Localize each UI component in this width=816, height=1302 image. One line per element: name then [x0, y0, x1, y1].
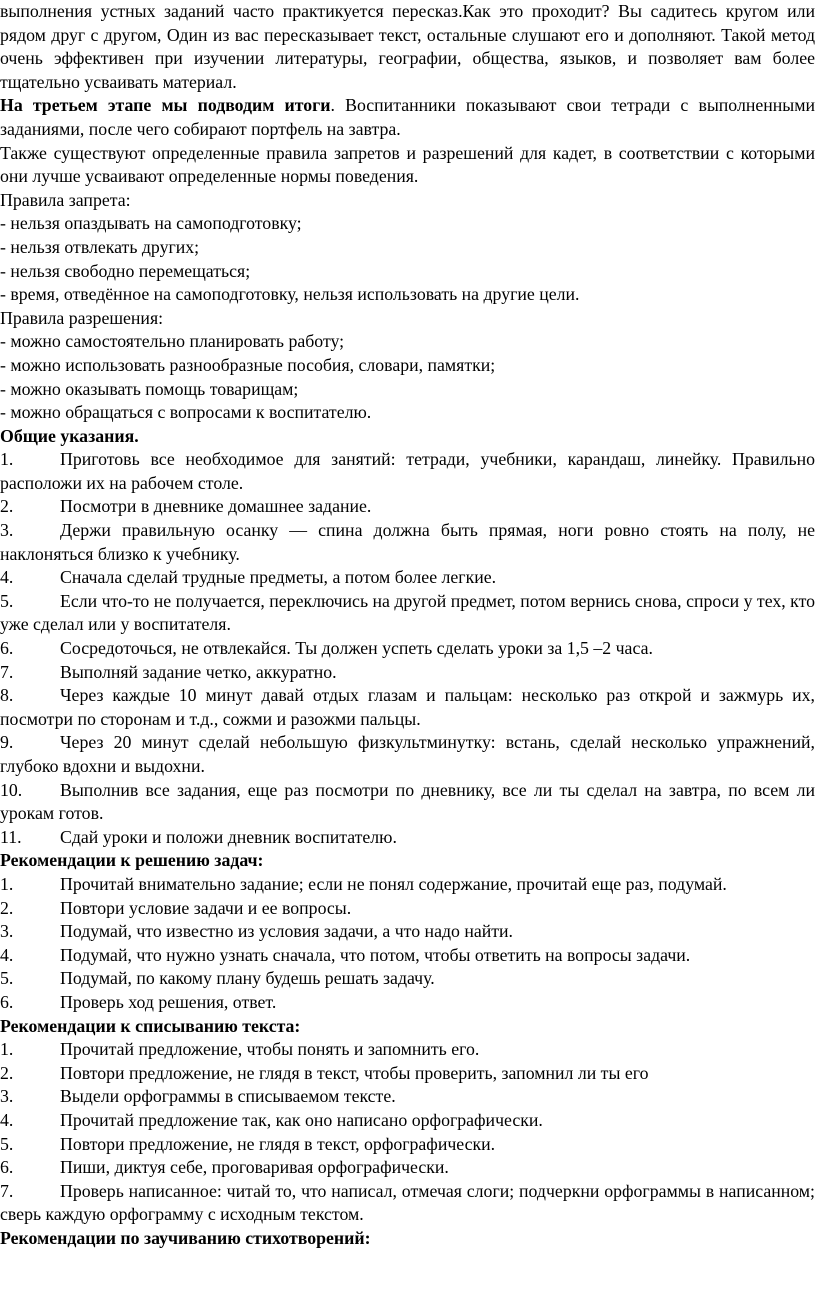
list-item [0, 1085, 815, 1109]
list-item-number: 1. [0, 449, 14, 470]
prohibition-title: Правила запрета: [0, 189, 131, 210]
poems-heading: Рекомендации по заучиванию стихотворений: [0, 1227, 371, 1248]
permission-title: Правила разрешения: [0, 307, 164, 328]
tasks-heading: Рекомендации к решению задач: [0, 850, 264, 871]
list-item [0, 637, 815, 661]
list-item-text: Подумай, по какому плану будешь решать задачу. [60, 968, 435, 989]
list-item-text: Если что-то не получается, переключись на другой предмет, потом вернись снова, спроси у тех, кто уже сделал или у воспитателя. [0, 590, 815, 635]
list-item [0, 519, 815, 566]
list-item-number: 6. [0, 991, 14, 1012]
list-item-number: 7. [0, 1180, 14, 1201]
list-item-number: 9. [0, 732, 14, 753]
list-item-number: 11. [0, 826, 22, 847]
list-item-text: Проверь написанное: читай то, что написал, отмечая слоги; подчеркни орфограммы в написанном; сверь каждую орфограмму с исходным текстом. [0, 1180, 815, 1225]
general-list [0, 448, 815, 849]
prohibition-item: - время, отведённое на самоподготовку, нельзя использовать на другие цели. [0, 284, 580, 305]
list-item [0, 684, 815, 731]
permission-item: - можно использовать разнообразные пособия, словари, памятки; [0, 354, 496, 375]
copying-list [0, 1038, 815, 1227]
list-item-text: Прочитай предложение так, как оно написано орфографически. [60, 1109, 543, 1130]
list-item [0, 944, 815, 968]
list-item-text: Приготовь все необходимое для занятий: тетради, учебники, карандаш, линейку. Правильно расположи их на рабочем столе. [0, 449, 815, 493]
list-item [0, 920, 815, 944]
list-item-text: Пиши, диктуя себе, проговаривая орфографически. [60, 1157, 449, 1178]
list-item-text: Сосредоточься, не отвлекайся. Ты должен успеть сделать уроки за 1,5 –2 часа. [60, 638, 653, 659]
list-item-text: Повтори предложение, не глядя в текст, орфографически. [60, 1133, 496, 1154]
list-item-number: 3. [0, 1086, 14, 1107]
permission-item: - можно самостоятельно планировать работу; [0, 331, 345, 352]
list-item [0, 1156, 815, 1180]
list-item-number: 8. [0, 685, 14, 706]
list-item [0, 448, 815, 495]
list-item-number: 3. [0, 520, 14, 541]
list-item-text: Подумай, что известно из условия задачи, а что надо найти. [60, 921, 514, 942]
list-item [0, 1062, 815, 1086]
general-heading: Общие указания. [0, 425, 139, 446]
list-item [0, 779, 815, 826]
list-item-number: 2. [0, 496, 14, 517]
permission-item: - можно оказывать помощь товарищам; [0, 378, 299, 399]
list-item-number: 6. [0, 1157, 14, 1178]
list-item-number: 4. [0, 1109, 14, 1130]
list-item-text: Посмотри в дневнике домашнее задание. [60, 496, 372, 517]
list-item-text: Сначала сделай трудные предметы, а потом более легкие. [60, 567, 497, 588]
list-item-number: 6. [0, 638, 14, 659]
list-item-number: 1. [0, 1039, 14, 1060]
list-item-number: 1. [0, 873, 14, 894]
list-item-number: 7. [0, 661, 14, 682]
list-item [0, 731, 815, 778]
stage3-paragraph [0, 94, 815, 141]
list-item-text: Через каждые 10 минут давай отдых глазам и пальцам: несколько раз открой и зажмурь их, посмотри по сторонам и т.д., сожми и разожми пальцы. [0, 685, 815, 729]
list-item-text: Повтори условие задачи и ее вопросы. [60, 897, 352, 918]
list-item-text: Прочитай внимательно задание; если не понял содержание, прочитай еще раз, подумай. [60, 873, 727, 894]
rules-intro-paragraph: Также существуют определенные правила запретов и разрешений для кадет, в соответствии с которыми они лучше усваивают определенные нормы поведения. [0, 142, 815, 187]
list-item-text: Выполняй задание четко, аккуратно. [60, 661, 337, 682]
list-item-number: 5. [0, 590, 14, 611]
list-item [0, 590, 815, 637]
list-item-text: Выдели орфограммы в списываемом тексте. [60, 1086, 396, 1107]
list-item-text: Прочитай предложение, чтобы понять и запомнить его. [60, 1039, 480, 1060]
copying-heading: Рекомендации к списыванию текста: [0, 1015, 301, 1036]
prohibition-item: - нельзя отвлекать других; [0, 236, 200, 257]
list-item-text: Подумай, что нужно узнать сначала, что потом, чтобы ответить на вопросы задачи. [60, 944, 691, 965]
list-item-number: 4. [0, 944, 14, 965]
list-item [0, 897, 815, 921]
list-item [0, 873, 815, 897]
intro-paragraph: выполнения устных заданий часто практикуется пересказ.Как это проходит? Вы садитесь кругом или рядом друг с другом, Один из вас пересказывает текст, остальные слушают его и дополняют. Такой метод очень эффективен при изучении литературы, географии, общества, языков, и позволяет вам более тщательно усваивать материал. [0, 1, 815, 92]
list-item-text: Держи правильную осанку — спина должна быть прямая, ноги ровно стоять на полу, не наклоняться близко к учебнику. [0, 520, 815, 564]
list-item-number: 3. [0, 921, 14, 942]
list-item [0, 1109, 815, 1133]
list-item [0, 566, 815, 590]
list-item [0, 1038, 815, 1062]
list-item-number: 10. [0, 779, 23, 800]
list-item-text: Через 20 минут сделай небольшую физкультминутку: встань, сделай несколько упражнений, глубоко вдохни и выдохни. [0, 732, 815, 776]
list-item-number: 2. [0, 1062, 14, 1083]
prohibition-item: - нельзя опаздывать на самоподготовку; [0, 213, 302, 234]
list-item [0, 991, 815, 1015]
stage3-heading: На третьем этапе мы подводим итоги [0, 95, 331, 116]
prohibition-item: - нельзя свободно перемещаться; [0, 260, 251, 281]
stage3-text: . Воспитанники показывают свои тетради с выполненными заданиями, после чего собирают портфель на завтра. [0, 95, 815, 139]
list-item-number: 5. [0, 1133, 14, 1154]
permission-item: - можно обращаться с вопросами к воспитателю. [0, 402, 372, 423]
list-item [0, 661, 815, 685]
list-item-number: 5. [0, 968, 14, 989]
list-item-text: Сдай уроки и положи дневник воспитателю. [60, 826, 397, 847]
list-item-text: Повтори предложение, не глядя в текст, чтобы проверить, запомнил ли ты его [60, 1062, 649, 1083]
list-item-number: 4. [0, 567, 14, 588]
list-item-text: Выполнив все задания, еще раз посмотри по дневнику, все ли ты сделал на завтра, по всем ли урокам готов. [0, 779, 815, 824]
list-item [0, 1133, 815, 1157]
list-item [0, 826, 815, 850]
tasks-list [0, 873, 815, 1015]
list-item-number: 2. [0, 897, 14, 918]
list-item [0, 1180, 815, 1227]
list-item-text: Проверь ход решения, ответ. [60, 991, 277, 1012]
list-item [0, 967, 815, 991]
list-item [0, 495, 815, 519]
